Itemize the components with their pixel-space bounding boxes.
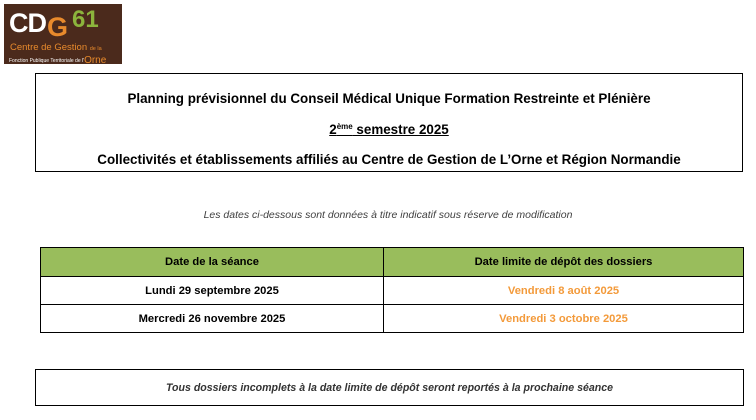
page-subtitle: Collectivités et établissements affiliés au Centre de Gestion de L’Orne et Région Normandie xyxy=(97,152,681,167)
schedule-table xyxy=(40,247,744,333)
note-box xyxy=(35,369,744,406)
logo-line2-text: Fonction Publique Territoriale de l' xyxy=(9,58,85,64)
table-header-row xyxy=(41,248,744,277)
semester-heading xyxy=(36,122,742,137)
note-text: Tous dossiers incomplets à la date limite de dépôt seront reportés à la prochaine séance xyxy=(165,381,614,394)
session-date-cell: Mercredi 26 novembre 2025 xyxy=(41,305,384,333)
logo-letters: CD xyxy=(9,8,46,38)
logo-line1 xyxy=(10,42,102,53)
logo-line2-orne: Orne xyxy=(84,55,107,64)
disclaimer-text: Les dates ci-dessous sont données à titre indicatif sous réserve de modification xyxy=(203,209,573,221)
header-deadline: Date limite de dépôt des dossiers xyxy=(384,248,744,277)
semester-sup: ème xyxy=(336,122,353,131)
logo-letter-g: G xyxy=(47,12,68,42)
logo-line1-small: de la xyxy=(89,46,102,52)
deadline-cell: Vendredi 8 août 2025 xyxy=(384,277,744,305)
logo-number: 61 xyxy=(72,6,99,33)
logo-mark xyxy=(9,6,99,42)
session-date-cell: Lundi 29 septembre 2025 xyxy=(41,277,384,305)
table-row xyxy=(41,277,744,305)
semester-number: 2 xyxy=(329,122,337,137)
page-title: Planning prévisionnel du Conseil Médical Unique Formation Restreinte et Plénière xyxy=(127,91,651,106)
semester-rest: semestre 2025 xyxy=(352,122,449,137)
logo-line2 xyxy=(9,54,106,64)
table-row xyxy=(41,305,744,333)
cdg61-logo xyxy=(4,4,122,64)
deadline-cell: Vendredi 3 octobre 2025 xyxy=(384,305,744,333)
title-box xyxy=(35,73,743,172)
header-session-date: Date de la séance xyxy=(41,248,384,277)
logo-line1-text: Centre de Gestion xyxy=(10,42,88,53)
